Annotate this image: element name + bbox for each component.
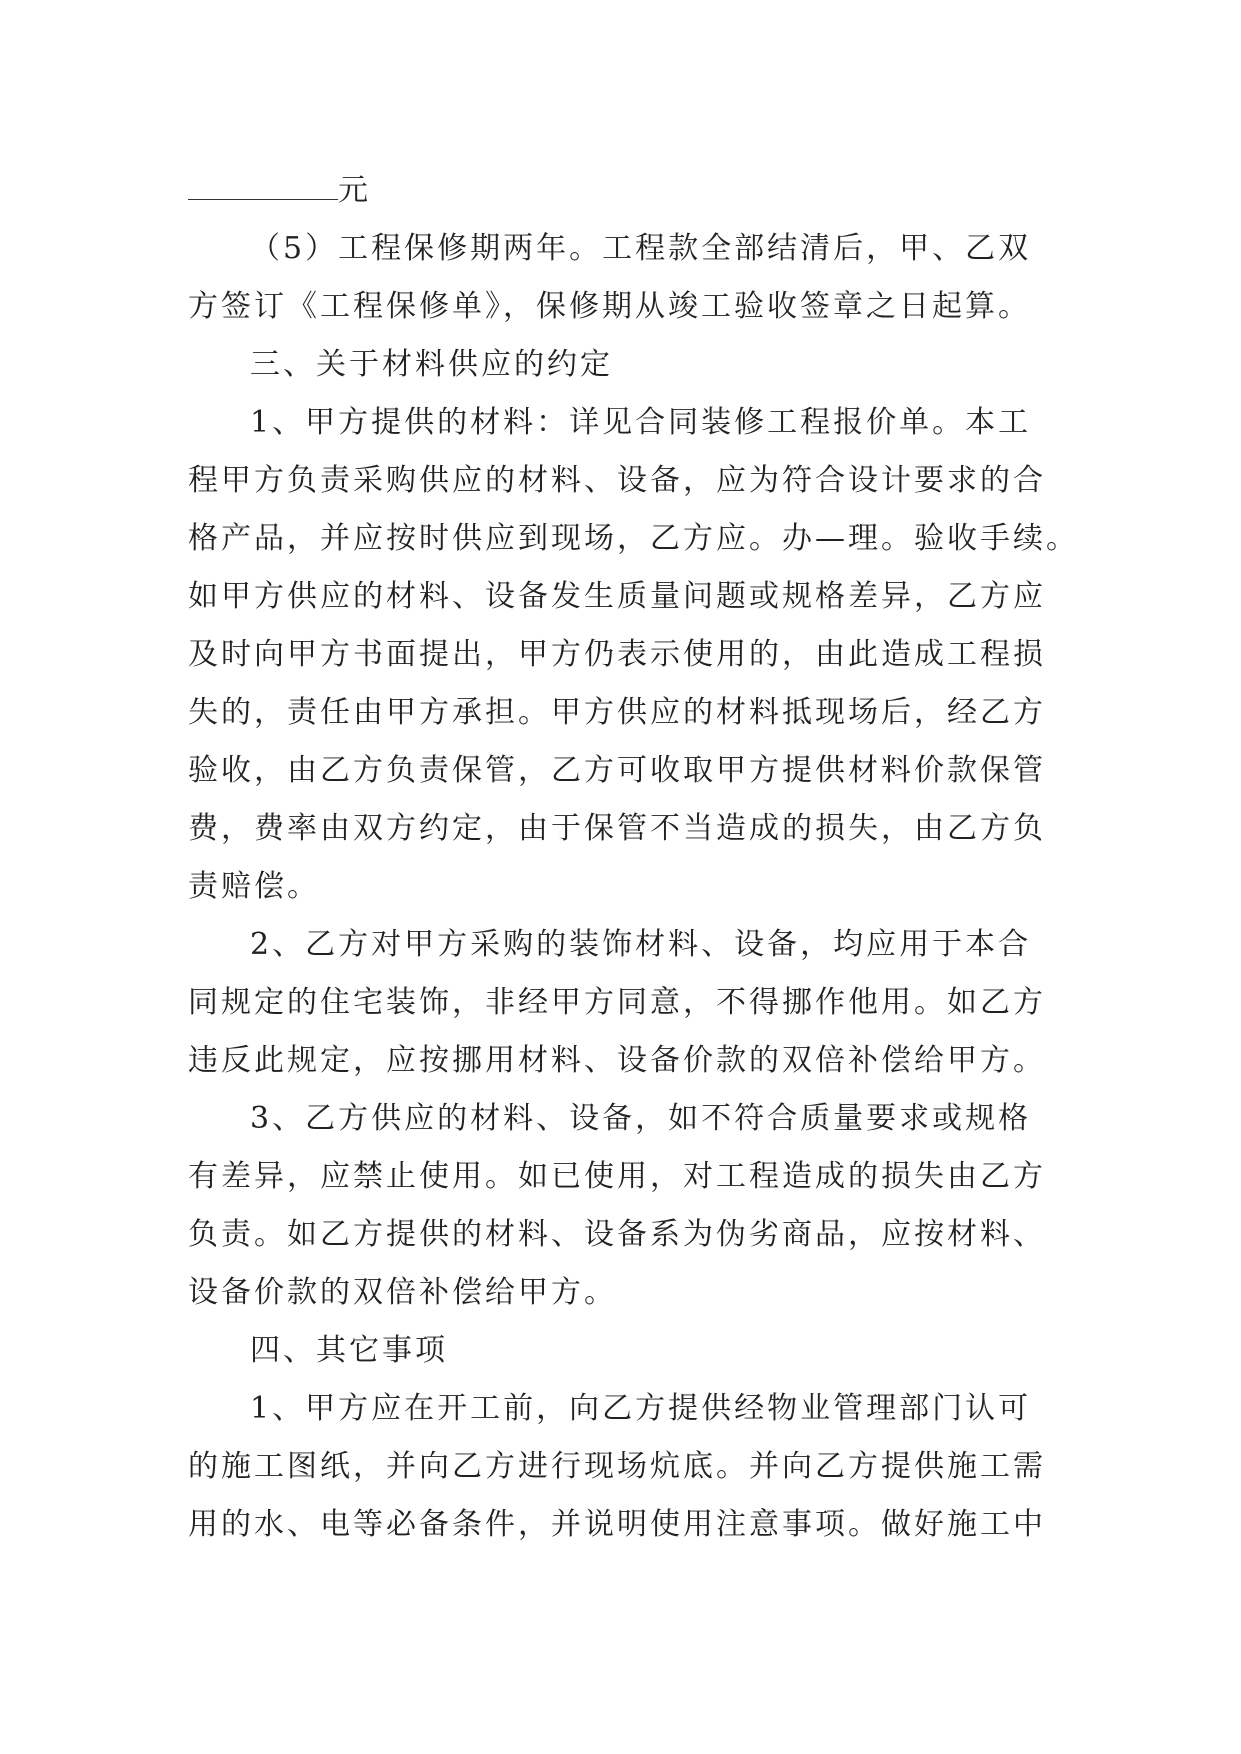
amount-line bbox=[188, 162, 1088, 220]
paragraph-line: 格产品，并应按时供应到现场，乙方应。办—理。验收手续。 bbox=[188, 521, 1079, 556]
paragraph-line: 失的，责任由甲方承担。甲方供应的材料抵现场后，经乙方 bbox=[188, 695, 1046, 730]
paragraph-line: 程甲方负责采购供应的材料、设备，应为符合设计要求的合 bbox=[188, 463, 1046, 498]
paragraph-line: 1、甲方应在开工前，向乙方提供经物业管理部门认可 bbox=[250, 1391, 1032, 1426]
section-heading: 三、关于材料供应的约定 bbox=[250, 347, 613, 382]
paragraph-line: 1、甲方提供的材料：详见合同装修工程报价单。本工 bbox=[250, 405, 1032, 440]
paragraph-line: 方签订《工程保修单》，保修期从竣工验收签章之日起算。 bbox=[188, 289, 1031, 324]
amount-blank bbox=[188, 169, 338, 200]
paragraph-line: 验收，由乙方负责保管，乙方可收取甲方提供材料价款保管 bbox=[188, 753, 1046, 788]
document-body bbox=[188, 162, 1088, 1554]
paragraph-line: 设备价款的双倍补偿给甲方。 bbox=[188, 1275, 617, 1310]
paragraph-line: 有差异，应禁止使用。如已使用，对工程造成的损失由乙方 bbox=[188, 1159, 1046, 1194]
paragraph-line: 费，费率由双方约定，由于保管不当造成的损失，由乙方负 bbox=[188, 811, 1046, 846]
paragraph-line: 负责。如乙方提供的材料、设备系为伪劣商品，应按材料、 bbox=[188, 1217, 1046, 1252]
paragraph-line: 2、乙方对甲方采购的装饰材料、设备，均应用于本合 bbox=[250, 927, 1032, 962]
amount-unit: 元 bbox=[338, 173, 371, 208]
section-heading: 四、其它事项 bbox=[250, 1333, 448, 1368]
paragraph-line: 同规定的住宅装饰，非经甲方同意，不得挪作他用。如乙方 bbox=[188, 985, 1046, 1020]
paragraph-line: 违反此规定，应按挪用材料、设备价款的双倍补偿给甲方。 bbox=[188, 1043, 1046, 1078]
paragraph-line: 3、乙方供应的材料、设备，如不符合质量要求或规格 bbox=[250, 1101, 1032, 1136]
paragraph-line: 如甲方供应的材料、设备发生质量问题或规格差异，乙方应 bbox=[188, 579, 1046, 614]
paragraph-line: 的施工图纸，并向乙方进行现场炕底。并向乙方提供施工需 bbox=[188, 1449, 1046, 1484]
paragraph-line: （5）工程保修期两年。工程款全部结清后，甲、乙双 bbox=[250, 231, 1032, 266]
paragraph-line: 用的水、电等必备条件，并说明使用注意事项。做好施工中 bbox=[188, 1507, 1046, 1542]
paragraph-line: 责赔偿。 bbox=[188, 869, 320, 904]
paragraph-line: 及时向甲方书面提出，甲方仍表示使用的，由此造成工程损 bbox=[188, 637, 1046, 672]
